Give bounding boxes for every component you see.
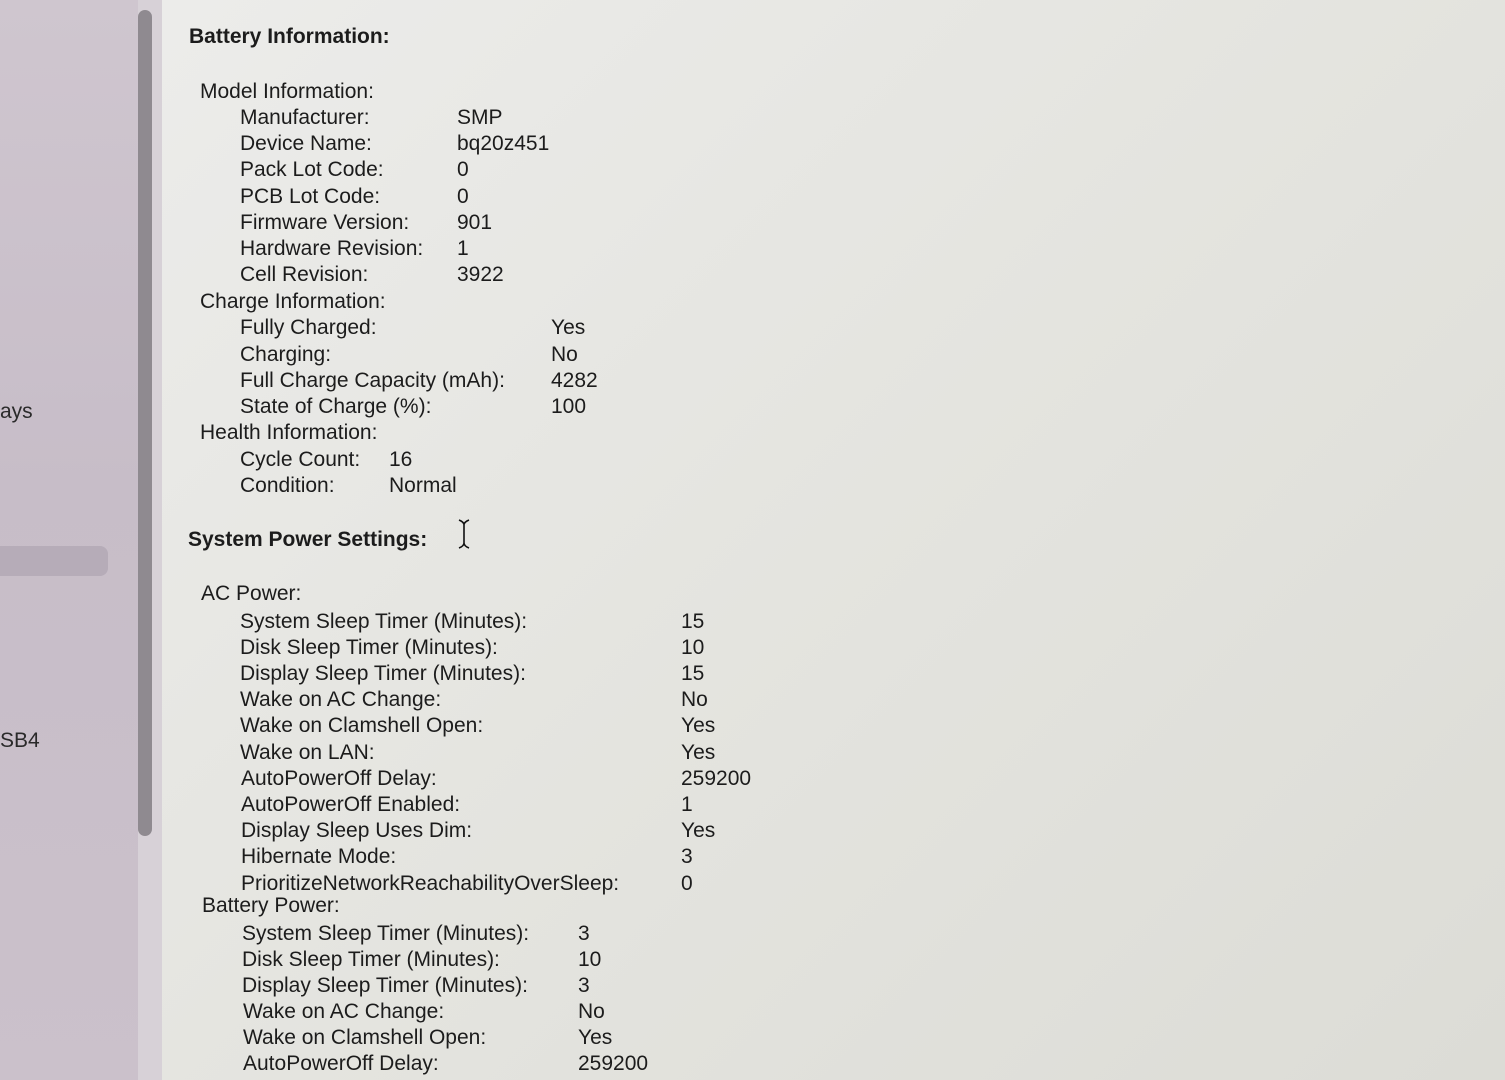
row-value: 10 bbox=[578, 948, 602, 971]
ac-power-heading: AC Power: bbox=[201, 582, 302, 605]
row-label: Firmware Version: bbox=[240, 211, 410, 234]
row-label: Cell Revision: bbox=[240, 263, 369, 286]
row-label: Wake on AC Change: bbox=[240, 688, 442, 711]
detail-pane bbox=[162, 0, 1505, 1080]
row-label: Hardware Revision: bbox=[240, 237, 424, 260]
row-value: Yes bbox=[681, 714, 716, 737]
row-value: 901 bbox=[457, 211, 493, 234]
row-value: Yes bbox=[578, 1026, 613, 1049]
sidebar bbox=[0, 0, 138, 1080]
row-label: System Sleep Timer (Minutes): bbox=[240, 610, 528, 633]
row-label: AutoPowerOff Delay: bbox=[241, 767, 437, 790]
battery-information-title: Battery Information: bbox=[189, 25, 390, 48]
row-value: 16 bbox=[389, 448, 413, 471]
row-label: Cycle Count: bbox=[240, 448, 361, 471]
row-value: No bbox=[578, 1000, 605, 1023]
row-value: 0 bbox=[457, 158, 469, 181]
row-value: Yes bbox=[551, 316, 586, 339]
row-value: 259200 bbox=[578, 1052, 649, 1075]
row-label: Display Sleep Timer (Minutes): bbox=[240, 662, 526, 685]
sidebar-scroll-thumb[interactable] bbox=[138, 10, 152, 836]
battery-power-heading: Battery Power: bbox=[202, 894, 340, 917]
row-label: Display Sleep Uses Dim: bbox=[241, 819, 473, 842]
row-label: Wake on LAN: bbox=[240, 741, 375, 764]
row-value: 15 bbox=[681, 610, 705, 633]
row-label: Hibernate Mode: bbox=[241, 845, 397, 868]
row-label: Device Name: bbox=[240, 132, 372, 155]
row-label: Disk Sleep Timer (Minutes): bbox=[240, 636, 498, 659]
row-label: Disk Sleep Timer (Minutes): bbox=[242, 948, 500, 971]
row-value: 1 bbox=[681, 793, 693, 816]
row-value: 0 bbox=[457, 185, 469, 208]
charge-information-heading: Charge Information: bbox=[200, 290, 386, 313]
row-value: 0 bbox=[681, 872, 693, 895]
row-value: 3 bbox=[681, 845, 693, 868]
row-label: Pack Lot Code: bbox=[240, 158, 384, 181]
sidebar-item-partial-1[interactable]: ays bbox=[0, 400, 33, 423]
sidebar-item-partial-2[interactable]: SB4 bbox=[0, 729, 40, 752]
system-power-settings-title: System Power Settings: bbox=[188, 528, 428, 551]
row-label: AutoPowerOff Delay: bbox=[243, 1052, 439, 1075]
row-label: Full Charge Capacity (mAh): bbox=[240, 369, 505, 392]
row-value: No bbox=[551, 343, 578, 366]
row-value: 3 bbox=[578, 922, 590, 945]
row-value: 259200 bbox=[681, 767, 752, 790]
row-value: 15 bbox=[681, 662, 705, 685]
row-value: 10 bbox=[681, 636, 705, 659]
row-value: 1 bbox=[457, 237, 469, 260]
row-label: PrioritizeNetworkReachabilityOverSleep: bbox=[241, 872, 620, 895]
model-information-heading: Model Information: bbox=[200, 80, 374, 103]
row-label: PCB Lot Code: bbox=[240, 185, 381, 208]
row-label: Display Sleep Timer (Minutes): bbox=[242, 974, 528, 997]
row-value: 100 bbox=[551, 395, 587, 418]
row-label: Wake on Clamshell Open: bbox=[243, 1026, 487, 1049]
row-label: Fully Charged: bbox=[240, 316, 377, 339]
text-cursor-icon bbox=[456, 518, 472, 550]
row-label: Charging: bbox=[240, 343, 332, 366]
row-value: SMP bbox=[457, 106, 503, 129]
row-value: 3 bbox=[578, 974, 590, 997]
row-label: Manufacturer: bbox=[240, 106, 370, 129]
row-value: 3922 bbox=[457, 263, 504, 286]
row-value: Normal bbox=[389, 474, 457, 497]
row-value: 4282 bbox=[551, 369, 598, 392]
row-label: System Sleep Timer (Minutes): bbox=[242, 922, 530, 945]
row-value: Yes bbox=[681, 741, 716, 764]
row-label: State of Charge (%): bbox=[240, 395, 432, 418]
row-label: AutoPowerOff Enabled: bbox=[241, 793, 461, 816]
row-value: bq20z451 bbox=[457, 132, 550, 155]
health-information-heading: Health Information: bbox=[200, 421, 378, 444]
row-label: Wake on Clamshell Open: bbox=[240, 714, 484, 737]
row-label: Condition: bbox=[240, 474, 335, 497]
row-value: Yes bbox=[681, 819, 716, 842]
row-label: Wake on AC Change: bbox=[243, 1000, 445, 1023]
row-value: No bbox=[681, 688, 708, 711]
sidebar-selected-row[interactable] bbox=[0, 546, 108, 576]
